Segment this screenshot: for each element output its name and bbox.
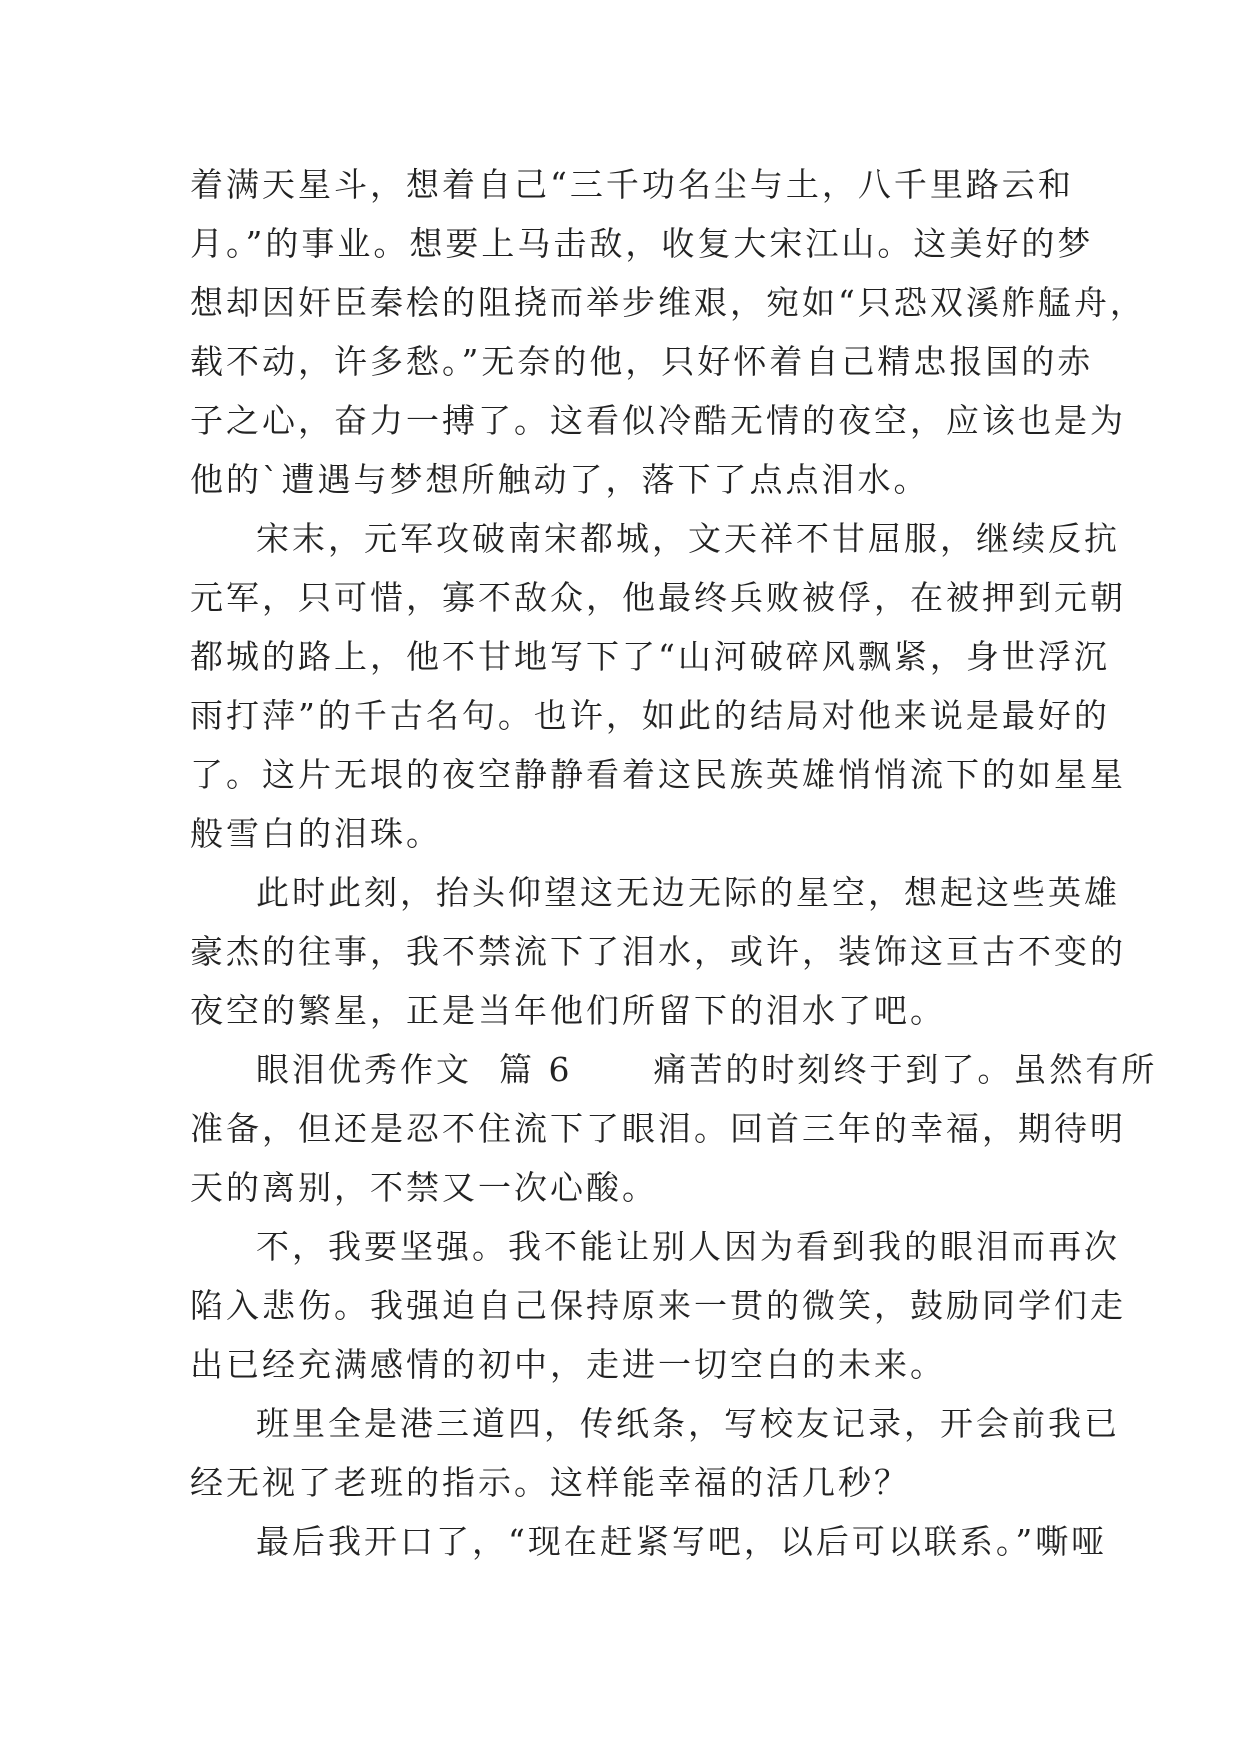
text-line: 天的离别，不禁又一次心酸。 (190, 1168, 658, 1207)
paragraph-5 (190, 1217, 1126, 1394)
text-line: 般雪白的泪珠。 (190, 814, 442, 853)
text-line: 夜空的繁星，正是当年他们所留下的泪水了吧。 (190, 991, 946, 1030)
paragraph-3 (190, 863, 1126, 1040)
text-line: 经无视了老班的指示。这样能幸福的活几秒？ (190, 1463, 910, 1502)
document-body (190, 155, 1158, 1571)
text-line: 准备，但还是忍不住流下了眼泪。回首三年的幸福，期待明 (190, 1109, 1126, 1148)
text-line: 想却因奸臣秦桧的阻挠而举步维艰，宛如“只恐双溪舴艋舟， (190, 283, 1146, 322)
paragraph-4 (190, 1040, 1158, 1217)
text-line: 最后我开口了，“现在赶紧写吧，以后可以联系。”嘶哑 (256, 1522, 1108, 1561)
text-line: 元军，只可惜，寡不敌众，他最终兵败被俘，在被押到元朝 (190, 578, 1126, 617)
paragraph-7 (190, 1512, 1108, 1571)
text-line: 豪杰的往事，我不禁流下了泪水，或许，装饰这亘古不变的 (190, 932, 1126, 971)
text-line: 此时此刻，抬头仰望这无边无际的星空，想起这些英雄 (256, 873, 1120, 912)
text-line: 他的`遭遇与梦想所触动了，落下了点点泪水。 (190, 460, 930, 499)
text-line: 雨打萍”的千古名句。也许，如此的结局对他来说是最好的 (190, 696, 1110, 735)
paragraph-1 (190, 155, 1146, 509)
paragraph-6 (190, 1394, 1120, 1512)
text-line: 载不动，许多愁。”无奈的他，只好怀着自己精忠报国的赤 (190, 342, 1094, 381)
text-line: 陷入悲伤。我强迫自己保持原来一贯的微笑，鼓励同学们走 (190, 1286, 1126, 1325)
text-line: 子之心，奋力一搏了。这看似冷酷无情的夜空，应该也是为 (190, 401, 1126, 440)
text-line: 班里全是港三道四，传纸条，写校友记录，开会前我已 (256, 1404, 1120, 1443)
text-line: 宋末，元军攻破南宋都城，文天祥不甘屈服，继续反抗 (256, 519, 1120, 558)
text-line: 了。这片无垠的夜空静静看着这民族英雄悄悄流下的如星星 (190, 755, 1126, 794)
text-line: 不，我要坚强。我不能让别人因为看到我的眼泪而再次 (256, 1227, 1120, 1266)
text-line: 都城的路上，他不甘地写下了“山河破碎风飘紧，身世浮沉 (190, 637, 1110, 676)
text-line: 月。”的事业。想要上马击敌，收复大宋江山。这美好的梦 (190, 224, 1094, 263)
text-line: 出已经充满感情的初中，走进一切空白的未来。 (190, 1345, 946, 1384)
section-heading-line: 眼泪优秀作文 篇 6 痛苦的时刻终于到了。虽然有所 (256, 1050, 1158, 1089)
paragraph-2 (190, 509, 1126, 863)
text-line: 着满天星斗，想着自己“三千功名尘与土，八千里路云和 (190, 165, 1074, 204)
